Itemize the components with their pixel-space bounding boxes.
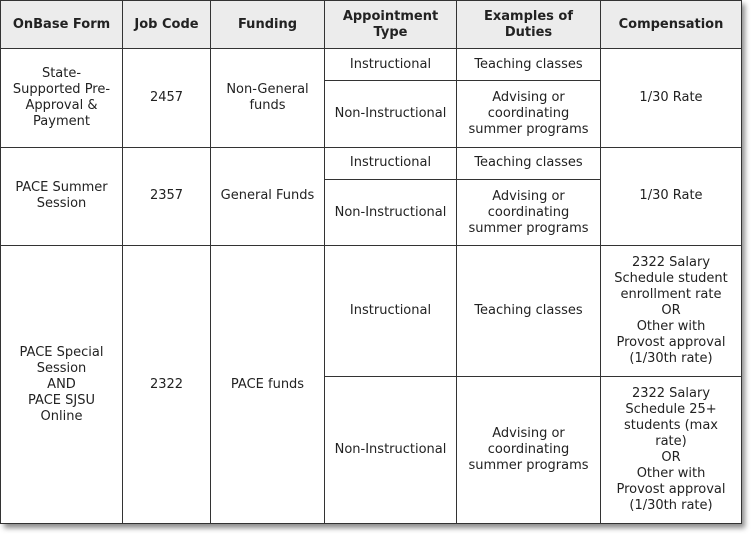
header-onbase-form: OnBase Form [1,1,123,49]
table-row [1,246,742,377]
header-job-code: Job Code [123,1,211,49]
cell-duties: Advising or coordinating summer programs [457,81,601,147]
cell-onbase-form: PACE Summer Session [1,147,123,246]
cell-onbase-form: State- Supported Pre- Approval & Payment [1,49,123,148]
cell-funding: Non-General funds [211,49,325,148]
cell-funding: General Funds [211,147,325,246]
cell-compensation: 1/30 Rate [601,147,742,246]
cell-appointment-type: Non-Instructional [325,81,457,147]
cell-appointment-type: Instructional [325,246,457,377]
cell-duties: Teaching classes [457,246,601,377]
cell-duties: Advising or coordinating summer programs [457,179,601,245]
cell-compensation: 1/30 Rate [601,49,742,148]
cell-compensation: 2322 Salary Schedule student enrollment rate OR Other with Provost approval (1/30th rate) [601,246,742,377]
cell-onbase-form: PACE Special Session AND PACE SJSU Online [1,246,123,524]
cell-appointment-type: Instructional [325,147,457,179]
table-row [1,147,742,179]
table-header-row [1,1,742,49]
cell-duties: Teaching classes [457,49,601,81]
cell-job-code: 2357 [123,147,211,246]
cell-funding: PACE funds [211,246,325,524]
cell-job-code: 2322 [123,246,211,524]
header-examples-of-duties: Examples of Duties [457,1,601,49]
cell-duties: Teaching classes [457,147,601,179]
header-funding: Funding [211,1,325,49]
cell-appointment-type: Non-Instructional [325,377,457,524]
cell-appointment-type: Instructional [325,49,457,81]
table-row [1,49,742,81]
header-compensation: Compensation [601,1,742,49]
cell-job-code: 2457 [123,49,211,148]
cell-duties: Advising or coordinating summer programs [457,377,601,524]
cell-compensation: 2322 Salary Schedule 25+ students (max rate) OR Other with Provost approval (1/30th rate) [601,377,742,524]
cell-appointment-type: Non-Instructional [325,179,457,245]
header-appointment-type: Appointment Type [325,1,457,49]
